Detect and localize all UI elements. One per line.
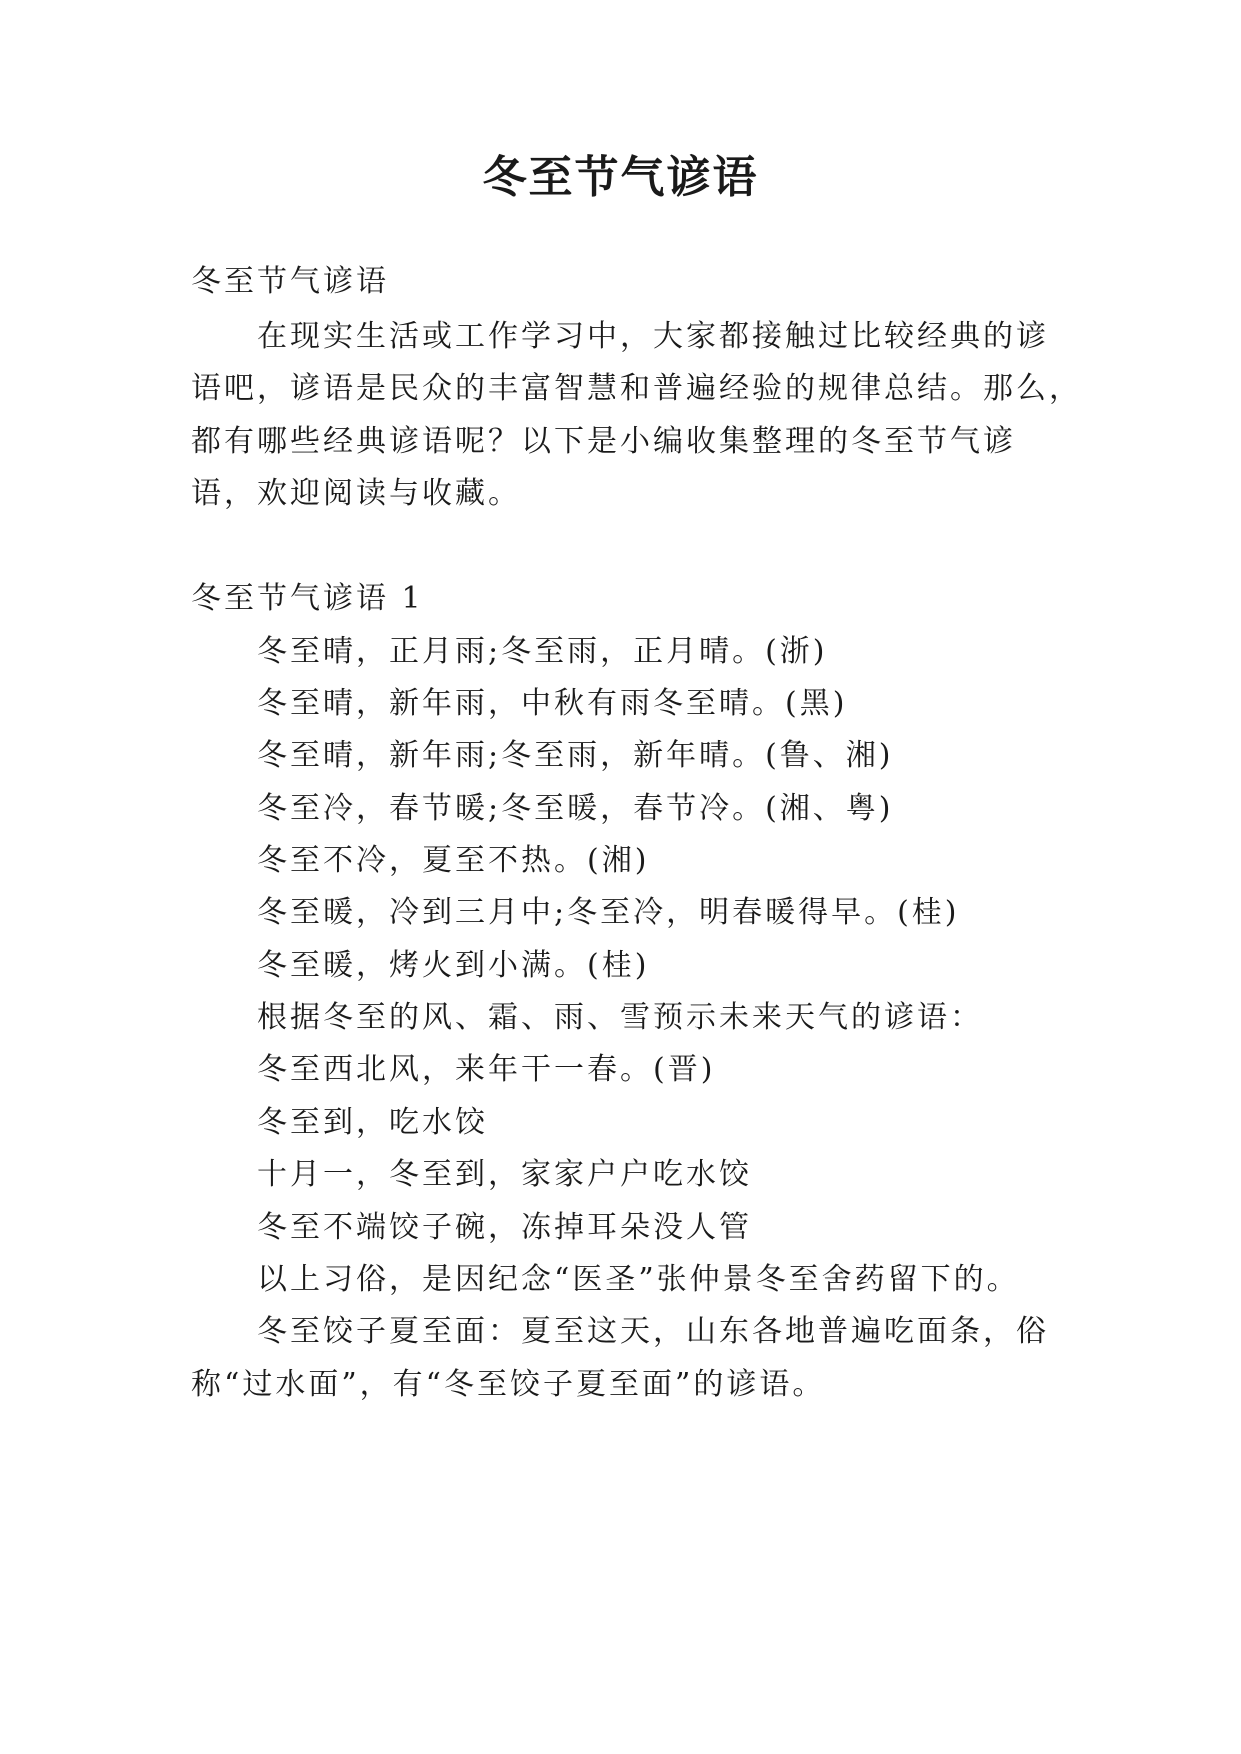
proverb-line: 冬至晴，正月雨;冬至雨，正月晴。(浙) <box>257 634 828 669</box>
intro-paragraph-line: 在现实生活或工作学习中，大家都接触过比较经典的谚 <box>257 319 1049 354</box>
intro-paragraph-line: 语吧，谚语是民众的丰富智慧和普遍经验的规律总结。那么， <box>191 371 1082 406</box>
proverb-line: 冬至不冷，夏至不热。(湘) <box>257 843 650 878</box>
proverb-line: 冬至晴，新年雨，中秋有雨冬至晴。(黑) <box>257 686 848 721</box>
proverb-line: 冬至冷，春节暖;冬至暖，春节冷。(湘、粤) <box>257 791 894 826</box>
proverb-line: 冬至到，吃水饺 <box>257 1105 488 1140</box>
proverb-line: 冬至饺子夏至面：夏至这天，山东各地普遍吃面条，俗 <box>257 1314 1049 1349</box>
proverb-line: 冬至晴，新年雨;冬至雨，新年晴。(鲁、湘) <box>257 738 894 773</box>
proverb-line: 冬至西北风，来年干一春。(晋) <box>257 1052 716 1087</box>
intro-paragraph-line: 都有哪些经典谚语呢？以下是小编收集整理的冬至节气谚 <box>191 424 1016 459</box>
intro-paragraph-line: 语，欢迎阅读与收藏。 <box>191 476 521 511</box>
proverb-line: 以上习俗，是因纪念“医圣”张仲景冬至舍药留下的。 <box>257 1262 1020 1297</box>
proverb-line: 冬至暖，烤火到小满。(桂) <box>257 948 650 983</box>
proverb-line: 冬至暖，冷到三月中;冬至冷，明春暖得早。(桂) <box>257 895 960 930</box>
section-heading: 冬至节气谚语 1 <box>191 581 424 616</box>
proverb-line: 十月一，冬至到，家家户户吃水饺 <box>257 1157 752 1192</box>
proverb-line: 根据冬至的风、霜、雨、雪预示未来天气的谚语： <box>257 1000 983 1035</box>
section-heading: 冬至节气谚语 <box>191 264 389 299</box>
proverb-line: 称“过水面”，有“冬至饺子夏至面”的谚语。 <box>191 1367 826 1402</box>
proverb-line: 冬至不端饺子碗，冻掉耳朵没人管 <box>257 1210 752 1245</box>
document-title: 冬至节气谚语 <box>482 152 759 203</box>
